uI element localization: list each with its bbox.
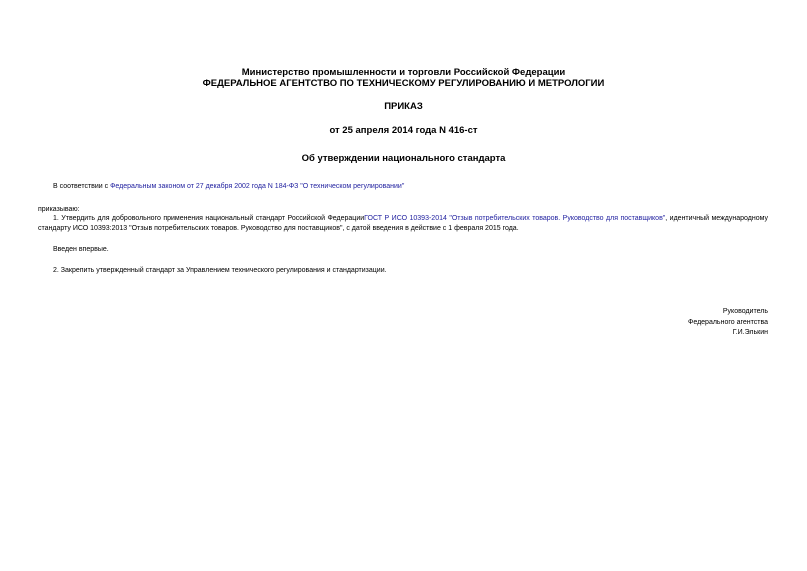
- federal-law-link[interactable]: Федеральным законом от 27 декабря 2002 года N 184-ФЗ "О техническом регулировании": [110, 183, 405, 190]
- signature-position: Руководитель: [722, 308, 768, 315]
- introduced-first-note: Введен впервые.: [53, 246, 109, 253]
- signature-name: Г.И.Элькин: [732, 329, 768, 336]
- item-1-suffix: , идентичный международному стандарту ИСО 10393:2013 "Отзыв потребительских товаров. Руководство для поставщиков", с датой введения в действие с 1 февраля 2015 года.: [38, 215, 768, 232]
- gost-standard-link[interactable]: ГОСТ Р ИСО 10393-2014 "Отзыв потребительских товаров. Руководство для поставщиков": [364, 215, 666, 222]
- order-word: приказываю:: [38, 206, 80, 213]
- agency-title: ФЕДЕРАЛЬНОЕ АГЕНТСТВО ПО ТЕХНИЧЕСКОМУ РЕГУЛИРОВАНИЮ И МЕТРОЛОГИИ: [202, 78, 605, 89]
- document-type: ПРИКАЗ: [384, 101, 423, 112]
- item-1-paragraph: [38, 214, 768, 234]
- ministry-title: Министерство промышленности и торговли Российской Федерации: [241, 67, 566, 78]
- basis-prefix: В соответствии с: [53, 183, 111, 190]
- document-date-number: от 25 апреля 2014 года N 416-ст: [329, 125, 478, 136]
- basis-paragraph: [38, 182, 768, 192]
- signature-agency: Федерального агентства: [688, 319, 768, 326]
- item-2-paragraph: 2. Закрепить утвержденный стандарт за Управлением технического регулирования и стандартизации.: [53, 267, 387, 274]
- item-1-prefix: 1. Утвердить для добровольного применения национальный стандарт Российской Федерации: [53, 215, 365, 222]
- document-subject: Об утверждении национального стандарта: [301, 153, 506, 164]
